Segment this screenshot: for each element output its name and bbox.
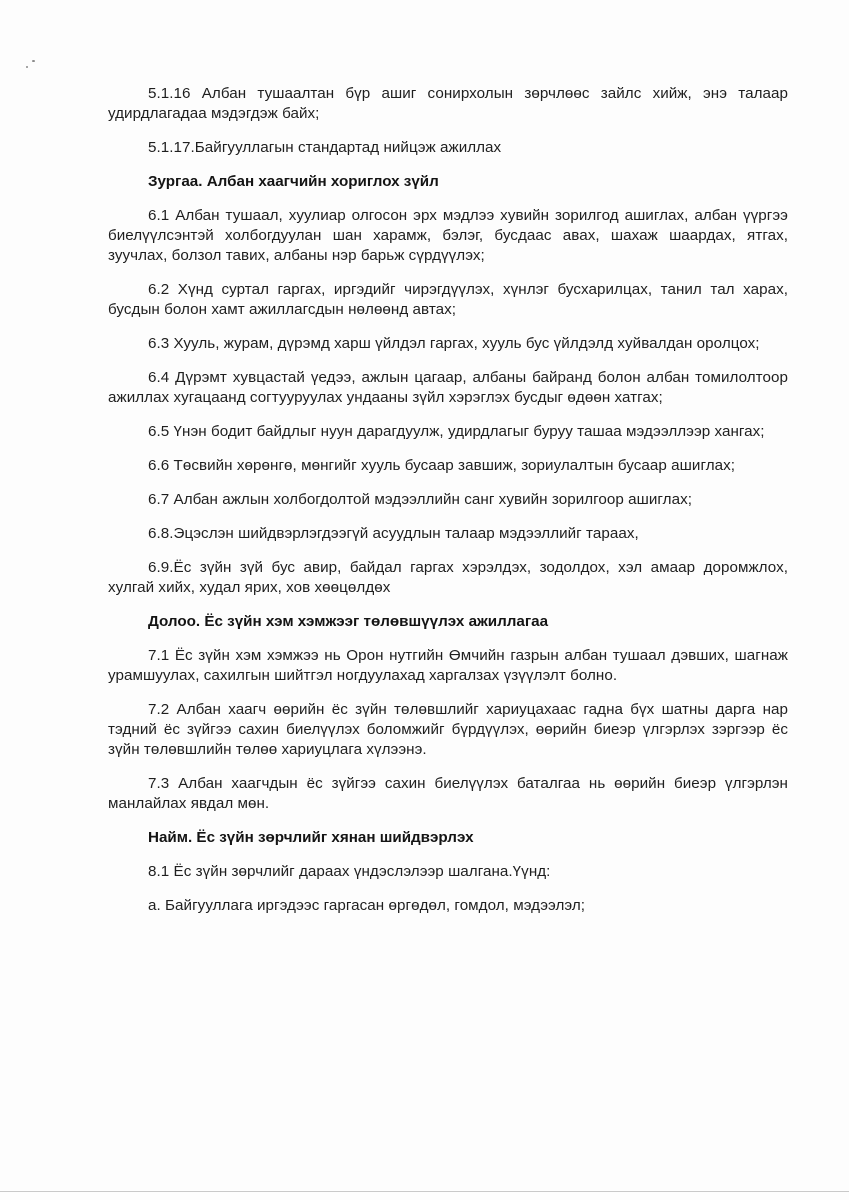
clause-7-2: 7.2 Албан хаагч өөрийн ёс зүйн төлөвшлийг хариуцахаас гадна бүх шатны дарга нар тэдний ёс зүйгээ сахин биелүүлэх боломжийг бүрдүүлэх, өөрийн биеэр үлгэрлэх зэргээр ёс зүйн төлөвшлийн төлөө хариуцлага хүлээнэ. <box>108 701 788 758</box>
clause-7-1: 7.1 Ёс зүйн хэм хэмжээ нь Орон нутгийн Өмчийн газрын албан тушаал дэвших, шагнаж урамшуулах, сахилгын шийтгэл ногдуулахад харгалзах үзүүлэлт болно. <box>108 647 788 684</box>
clause-6-3: 6.3 Хууль, журам, дүрэмд харш үйлдэл гаргах, хууль бус үйлдэлд хуйвалдан оролцох; <box>148 335 760 352</box>
clause-5-1-17: 5.1.17.Байгууллагын стандартад нийцэж ажиллах <box>148 139 502 156</box>
clause-8-1-a: а. Байгууллага иргэдээс гаргасан өргөдөл, гомдол, мэдээлэл; <box>148 897 586 914</box>
clause-6-8: 6.8.Эцэслэн шийдвэрлэгдээгүй асуудлын талаар мэдээллийг тараах, <box>148 525 639 542</box>
clause-6-1: 6.1 Албан тушаал, хуулиар олгосон эрх мэдлээ хувийн зорилгод ашиглах, албан үүргээ биелүүлсэнтэй холбогдуулан шан харамж, бэлэг, бусдаас авах, шахаж шаардах, ятгах, зуучлах, болзол тавих, албаны нэр барьж сүрдүүлэх; <box>108 207 788 264</box>
clause-6-5: 6.5 Үнэн бодит байдлыг нуун дарагдуулж, удирдлагыг буруу ташаа мэдээллээр хангах; <box>148 423 765 440</box>
clause-7-3: 7.3 Албан хаагчдын ёс зүйгээ сахин биелүүлэх баталгаа нь өөрийн биеэр үлгэрлэн манлайлах явдал мөн. <box>108 775 788 812</box>
clause-5-1-16: 5.1.16 Албан тушаалтан бүр ашиг сонирхолын зөрчлөөс зайлс хийж, энэ талаар удирдлагадаа мэдэгдэж байх; <box>108 85 788 122</box>
clause-6-9: 6.9.Ёс зүйн зүй бус авир, байдал гаргах хэрэлдэх, зодолдох, хэл амаар доромжлох, хулгай хийх, худал ярих, хов хөөцөлдөх <box>108 559 788 596</box>
scan-speck <box>32 60 35 62</box>
clause-6-7: 6.7 Албан ажлын холбогдолтой мэдээллийн санг хувийн зорилгоор ашиглах; <box>148 491 692 508</box>
document-body <box>108 84 788 930</box>
section-heading-8: Найм. Ёс зүйн зөрчлийг хянан шийдвэрлэх <box>148 829 474 846</box>
clause-6-2: 6.2 Хүнд суртал гаргах, иргэдийг чирэгдүүлэх, хүнлэг бусхарилцах, танил тал харах, бусдын болон хамт ажиллагсдын нөлөөнд автах; <box>108 281 788 318</box>
section-heading-6: Зургаа. Албан хаагчийн хориглох зүйл <box>148 173 439 190</box>
scan-speck <box>26 66 28 68</box>
clause-8-1: 8.1 Ёс зүйн зөрчлийг дараах үндэслэлээр шалгана.Үүнд: <box>148 863 551 880</box>
page-bottom-edge <box>0 1191 849 1192</box>
clause-6-6: 6.6 Төсвийн хөрөнгө, мөнгийг хууль бусаар завшиж, зориулалтын бусаар ашиглах; <box>148 457 736 474</box>
clause-6-4: 6.4 Дүрэмт хувцастай үедээ, ажлын цагаар, албаны байранд болон албан томилолтоор ажиллах хугацаанд согтууруулах ундааны зүйл хэрэглэх бусдыг өдөөн хатгах; <box>108 369 788 406</box>
section-heading-7: Долоо. Ёс зүйн хэм хэмжээг төлөвшүүлэх ажиллагаа <box>148 613 549 630</box>
